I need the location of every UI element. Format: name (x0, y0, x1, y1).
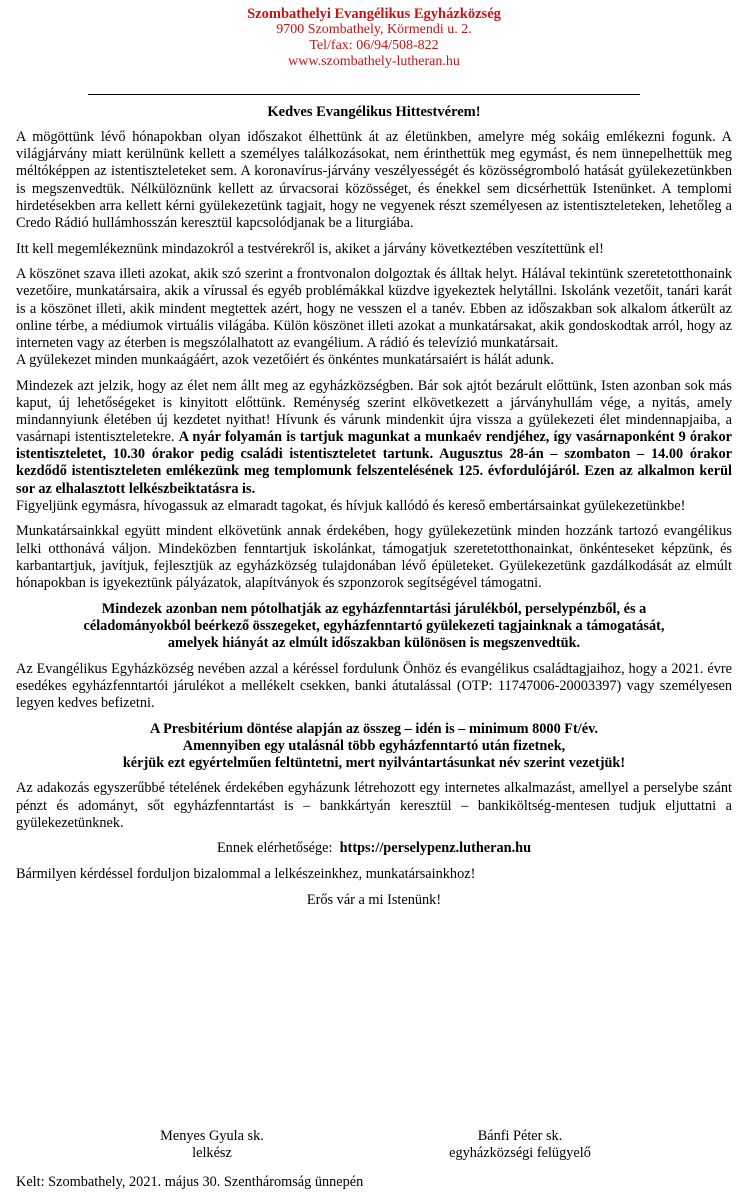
access-label: Ennek elérhetősége: (216, 840, 333, 857)
paragraph-7: Az adakozás egyszerűbbé tételének érdekében egyházunk létrehozott egy internetes alkalmazást, amellyel a perselybe szánt pénzt és adományt, sőt egyházfenntartást is – bankkártyán keresztül – bankiköltség-mentesen tudjuk eljuttatni a gyülekezetünknek. (16, 780, 732, 831)
paragraph-5: Munkatársainkkal együtt mindent elkövetünk annak érdekében, hogy gyülekezetünk minden hozzánk tartozó evangélikus lelki otthonává váljon. Mindeközben fenntartjuk iskolánkat, támogatjuk szeretetotthonainkat, önkénteseket képzünk, és karbantartjuk, javítjuk, fejlesztjük az egyházközség tulajdonában lévő épületeket. Gyülekezetünk gazdálkodását az elmúlt hónapokban is igyekeztünk pályázatok, alapítványok és szponzorok segítségével támogatni. (16, 523, 732, 591)
signature-left-role: lelkész (192, 1145, 232, 1161)
signature-right-name: Bánfi Péter sk. (477, 1128, 563, 1144)
bold-notice-1-line-1: Mindezek azonban nem pótolhatják az egyházfenntartási járulékból, perselypénzből, és a (101, 600, 647, 617)
bold-notice-2-line-1: A Presbitérium döntése alapján az összeg – idén is – minimum 8000 Ft/év. (149, 720, 599, 737)
bold-notice-1-line-3: amelyek hiányát az elmúlt időszakban különösen is megszenvedtük. (167, 634, 581, 651)
organization-address: 9700 Szombathely, Körmendi u. 2. (276, 22, 472, 37)
paragraph-3 (16, 266, 732, 369)
greeting: Kedves Evangélikus Hittestvérem! (267, 104, 481, 120)
paragraph-6: Az Evangélikus Egyházközség nevében azzal a kéréssel fordulunk Önhöz és evangélikus családtagjaihoz, hogy a 2021. évre esedékes egyházfenntartói járulékot a mellékelt csekken, banki átutalással (OTP: 11747006-20003397) vagy személyesen legyen kedves befizetni. (16, 660, 732, 711)
paragraph-3-thanks: A gyülekezet minden munkaágáért, azok vezetőiért és önkéntes munkatársaiért is hálát adunk. (16, 352, 554, 369)
signature-left-name: Menyes Gyula sk. (160, 1128, 264, 1144)
paragraph-3-text: A köszönet szava illeti azokat, akik szó szerint a frontvonalon dolgoztak és álltak helyt. Hálával tekintünk szeretetotthonaink vezetőire, munkatársaira, akik a vírussal és egyéb problémákkal küzdve igyekeztek helytállni. Iskolánk vezetőit, tanári karát is a köszönet illeti, akik mindent megtettek azért, hogy ne vesszen el a tanév. Ebben az időszakban sok alkalom átkerült az online térbe, a médiumok virtuális világába. Külön köszönet illeti azokat a munkatársakat, akik gondoskodtak arról, hogy az interneten vagy az éterben is megszólalhatott az evangélium. A rádió és televízió munkatársait. (16, 266, 732, 351)
paragraph-4-text: Mindezek azt jelzik, hogy az élet nem állt meg az egyházközségben. Bár sok ajtót bezárult előttünk, Isten azonban sok más kaput, új lehetőségeket is kinyitott előttünk. Reménység szerint elkövetkezett a járványhullám vége, a nyitás, amely mindannyiunk életében új kezdetet nyithat! Hívunk és várunk mindenkit újra vissza a gyülekezeti élet mindennapjaiba, a vasárnapi istentiszteletekre. (16, 377, 732, 446)
access-url-link[interactable]: https://perselypenz.lutheran.hu (339, 840, 532, 857)
dateline: Kelt: Szombathely, 2021. május 30. Szentháromság ünnepén (16, 1174, 364, 1190)
bold-notice-1 (16, 601, 732, 652)
motto: Erős vár a mi Istenünk! (306, 891, 442, 908)
bold-notice-2-line-2: Amennyiben egy utalásnál több egyházfenntartó után fizetnek, (182, 737, 566, 754)
letterhead (0, 6, 748, 70)
bold-notice-2-line-3: kérjük ezt egyértelműen feltüntetni, mert nyilvántartásunkat név szerint vezetjük! (122, 754, 626, 771)
bold-notice-1-line-2: céladományokból beérkező összegeket, egyházfenntartó gyülekezeti tagjainknak a támogatását, (83, 617, 665, 634)
signature-right-role: egyházközségi felügyelő (449, 1145, 591, 1161)
bold-notice-2 (16, 721, 732, 772)
letterhead-divider (88, 94, 640, 95)
access-line (16, 840, 732, 857)
letter-body (16, 104, 732, 917)
paragraph-1: A mögöttünk lévő hónapokban olyan időszakot élhettünk át az életünkben, amelyre még sokáig emlékezni fogunk. A világjárvány miatt kerülnünk kellett a személyes találkozásokat, nem érinthettük meg egymást, és nem ünnepelhettük meg méltóképpen az istentiszteleteket sem. A koronavírus-járvány veszélyességét és közösségromboló hatását gyülekezetünkben is megszenvedtük. Nélkülöznünk kellett az úrvacsorai közösséget, és énekkel sem dicsérhettük Istenünket. A templomi hirdetésekben arra kellett kérni gyülekezetünk tagjait, hogy ne vegyenek részt személyesen az istentiszteleteken, lehetőleg a Credo Rádió hullámhosszán keresztül kapcsolódjanak be a liturgiába. (16, 129, 732, 231)
organization-website: www.szombathely-lutheran.hu (288, 54, 460, 69)
paragraph-4-invitation: Figyeljünk egymásra, hívogassuk az elmaradt tagokat, és hívjuk kallódó és kereső embertársainkat gyülekezetünkbe! (16, 497, 686, 514)
organization-phone: Tel/fax: 06/94/508-822 (309, 38, 439, 53)
paragraph-4 (16, 378, 732, 515)
paragraph-8: Bármilyen kérdéssel forduljon bizalommal a lelkészeinkhez, munkatársainkhoz! (16, 866, 476, 883)
signature-left (92, 1128, 332, 1162)
signature-right (400, 1128, 640, 1162)
organization-name: Szombathelyi Evangélikus Egyházközség (247, 6, 501, 22)
paragraph-4-schedule: A nyár folyamán is tartjuk magunkat a munkaév rendjéhez, így vasárnaponként 9 órakor istentiszteletet, 10.30 órakor pedig családi istentiszteletet tartunk. Augusztus 28-án – szombaton – 14.00 órakor kezdődő istentiszteleten emlékezünk meg templomunk felszentelésének 125. évfordulójáról. Ezen az alkalmon kerül sor az elhalasztott lelkészbeiktatásra is. (16, 429, 732, 497)
paragraph-2: Itt kell megemlékeznünk mindazokról a testvérekről is, akiket a járvány következtében veszítettünk el! (16, 240, 604, 257)
